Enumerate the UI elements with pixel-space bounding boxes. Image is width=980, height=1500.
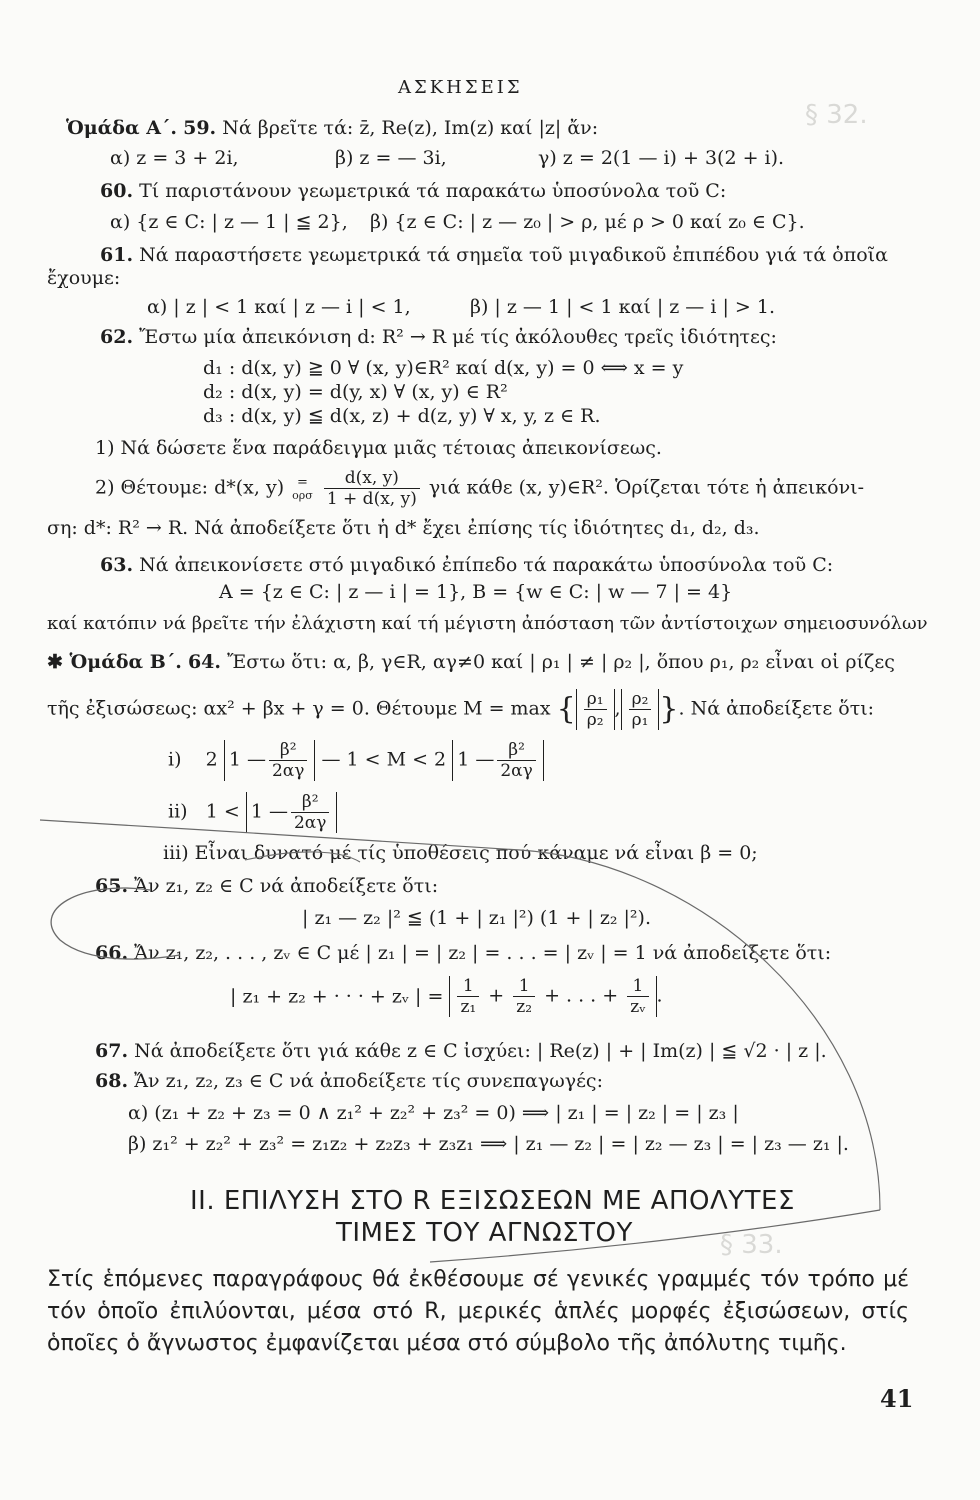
property-d2: d₂ : d(x, y) = d(y, x) ∀ (x, y) ∈ R² <box>203 381 508 403</box>
formula-lhs: | z₁ + z₂ + · · · + zᵥ | = <box>230 985 444 1008</box>
fraction-denominator: 1 + d(x, y) <box>326 489 417 509</box>
exercise-text: Νά παραστήσετε γεωμετρικά τά σημεῖα τοῦ μιγαδικοῦ ἐπιπέδου γιά τά ὁποῖα <box>139 244 888 266</box>
exercise-66 <box>95 941 831 965</box>
exercise-text-cont: καί κατόπιν νά βρεῖτε τήν ἐλάχιστη καί τή μέγιστη ἀπόσταση τῶν ἀντίστοιχων σημειοσυνόλων <box>47 613 928 634</box>
root-1: ρ₁ <box>631 710 649 730</box>
item-b: β) | z — 1 | < 1 καί | z — i | > 1. <box>470 296 775 318</box>
item-b: β) z₁² + z₂² + z₃² = z₁z₂ + z₂z₃ + z₃z₁ ⟹ | z₁ — z₂ | = | z₂ — z₃ | = | z₃ — z₁ |. <box>128 1133 849 1155</box>
root-2: ρ₂ <box>586 710 604 730</box>
fraction-numerator: 1 <box>513 976 535 997</box>
part-label: i) <box>168 748 182 771</box>
exercise-63 <box>100 553 833 577</box>
exercise-65 <box>95 874 438 898</box>
one-minus: 1 — <box>228 748 266 771</box>
inequality-left: 1 < <box>205 800 240 823</box>
item-b: β) z = — 3i, <box>335 147 447 169</box>
exercise-62 <box>100 325 777 349</box>
fraction-denominator: z₂ <box>516 997 533 1017</box>
page-title: ΑΣΚΗΣΕΙΣ <box>398 77 523 98</box>
section-heading-cont: ΤΙΜΕΣ ΤΟΥ ΑΓΝΩΣΤΟΥ <box>336 1218 633 1248</box>
fraction-numerator: 1 <box>457 976 479 997</box>
item-a: α) z = 3 + 2i, <box>110 147 239 169</box>
intro-paragraph: Στίς ἑπόμενες παραγράφους θά ἐκθέσουμε σέ γενικές γραμμές τόν τρόπο μέ τόν ὁποῖο ἐπιλύονται, μέσα στό R, μερικές ἁπλές μορφές ἐξισώσεων, στίς ὁποῖες ὁ ἄγνωστος ἐμφανίζεται μέσα στό σύμβολο τῆς ἀπόλυτης τιμῆς. <box>47 1267 909 1356</box>
exercise-number: 68. <box>95 1070 129 1092</box>
fraction-numerator: d(x, y) <box>324 468 420 489</box>
question-2-tail: γιά κάθε (x, y)∈R². Ὁρίζεται τότε ἡ ἀπεικόνι- <box>428 476 865 499</box>
two-alpha-gamma: 2αγ <box>293 813 327 833</box>
exercise-text-cont: τῆς ἐξισώσεως: αx² + βx + γ = 0. Θέτουμε M = max <box>47 697 551 720</box>
exercise-number: 61. <box>100 244 134 266</box>
exercise-number: 59. <box>183 117 217 139</box>
one-minus: 1 — <box>457 748 495 771</box>
exercise-64-line2: τῆς ἐξισώσεως: αx² + βx + γ = 0. Θέτουμε M = max { $\frac{\text{ρ₁}}{\text{ρ₂}}$ , $\frac{\text{ρ₂}}{\text{ρ₁}}$ }. Νά ἀποδείξετε ὅτι: <box>47 689 875 730</box>
exercise-61 <box>100 243 888 267</box>
exercise-number: 60. <box>100 180 134 202</box>
part-i <box>168 740 544 781</box>
exercise-64 <box>47 650 895 674</box>
exercise-text: Νά ἀποδείξετε ὅτι γιά κάθε z ∈ C ἰσχύει: | Re(z) | + | Im(z) | ≦ √2 · | z |. <box>134 1040 827 1062</box>
property-d1: d₁ : d(x, y) ≧ 0 ∀ (x, y)∈R² καί d(x, y) = 0 ⟺ x = y <box>203 357 684 379</box>
formula: | z₁ + z₂ + · · · + zᵥ | = $\frac{1}{\text{z₁}}$ + $\frac{1}{\text{z₂}}$ + . . . + $\frac{1}{\text{zᵥ}}$ . <box>230 976 663 1017</box>
one-minus: 1 — <box>250 800 288 823</box>
two-alpha-gamma: 2αγ <box>271 761 305 781</box>
exercise-60 <box>100 179 726 203</box>
group-a-label: Ὁμάδα Α΄. <box>66 117 178 139</box>
item-a: α) {z ∈ C: | z — 1 | ≦ 2}, <box>110 211 348 233</box>
root-1: ρ₁ <box>584 689 607 710</box>
exercise-text-cont: ἔχουμε: <box>47 267 121 289</box>
exercise-number: 62. <box>100 326 134 348</box>
part-ii <box>168 792 337 833</box>
beta-squared: β² <box>497 740 535 761</box>
beta-squared: β² <box>269 740 307 761</box>
formula: | z₁ — z₂ |² ≦ (1 + | z₁ |²) (1 + | z₂ |²). <box>302 907 651 929</box>
group-b-label: ✱ Ὁμάδα Β΄. <box>47 651 182 673</box>
set-definitions: A = {z ∈ C: | z — i | = 1}, B = {w ∈ C: | w — 7 | = 4} <box>219 581 733 603</box>
question-1: 1) Νά δώσετε ἕνα παράδειγμα μιᾶς τέτοιας ἀπεικονίσεως. <box>95 437 662 459</box>
fraction-denominator: z₁ <box>460 997 477 1017</box>
item-a: α) | z | < 1 καί | z — i | < 1, <box>147 296 411 318</box>
exercise-number: 64. <box>187 651 222 673</box>
item-b: β) {z ∈ C: | z — z₀ | > ρ, μέ ρ > 0 καί z₀ ∈ C}. <box>370 211 805 233</box>
question-2: 2) Θέτουμε: d*(x, y) = ορσ $\frac{d(x, y)}{1 + d(x, y)}$ γιά κάθε (x, y)∈R². Ὁρίζεται τότε ἡ ἀπεικόνι- <box>95 468 865 509</box>
exercise-67 <box>95 1039 827 1063</box>
exercise-59 <box>66 116 598 140</box>
definition-mark: ορσ <box>292 488 313 502</box>
bleed-through-text: § 33. <box>720 1230 783 1260</box>
fraction-numerator: 1 <box>627 976 648 997</box>
exercise-number: 63. <box>100 554 134 576</box>
fraction-denominator: zᵥ <box>630 997 646 1017</box>
beta-squared: β² <box>291 792 329 813</box>
exercise-number: 66. <box>95 942 129 964</box>
item-a: α) (z₁ + z₂ + z₃ = 0 ∧ z₁² + z₂² + z₃² = 0) ⟹ | z₁ | = | z₂ | = | z₃ | <box>128 1102 739 1124</box>
root-2: ρ₂ <box>629 689 652 710</box>
exercise-text: Νά ἀπεικονίσετε στό μιγαδικό ἐπίπεδο τά παρακάτω ὑποσύνολα τοῦ C: <box>139 554 834 576</box>
item-c: γ) z = 2(1 — i) + 3(2 + i). <box>538 147 785 169</box>
plus-sign: + <box>488 984 505 1007</box>
exercise-text: Ἔστω ὅτι: α, β, γ∈R, αγ≠0 καί | ρ₁ | ≠ | ρ₂ |, ὅπου ρ₁, ρ₂ εἶναι οἱ ρίζες <box>227 651 895 673</box>
exercise-text: Τί παριστάνουν γεωμετρικά τά παρακάτω ὑποσύνολα τοῦ C: <box>139 180 727 202</box>
part-iii: iii) Εἶναι δυνατό μέ τίς ὑποθέσεις πού κάναμε νά εἶναι β = 0; <box>163 842 758 864</box>
page-number: 41 <box>880 1384 914 1413</box>
inequality-middle: — 1 < M < 2 <box>321 748 447 771</box>
bleed-through-text: § 32. <box>805 100 868 130</box>
exercise-text: Ἄν z₁, z₂, . . . , zᵥ ∈ C μέ | z₁ | = | z₂ | = . . . = | zᵥ | = 1 νά ἀποδείξετε ὅτι: <box>134 942 832 964</box>
exercise-number: 67. <box>95 1040 129 1062</box>
two-alpha-gamma: 2αγ <box>500 761 533 781</box>
exercise-text: Ἄν z₁, z₂, z₃ ∈ C νά ἀποδείξετε τίς συνεπαγωγές: <box>134 1070 603 1092</box>
question-2-cont: ση: d*: R² → R. Νά ἀποδείξετε ὅτι ἡ d* ἔχει ἐπίσης τίς ἰδιότητες d₁, d₂, d₃. <box>47 517 760 539</box>
exercise-text: Ἄν z₁, z₂ ∈ C νά ἀποδείξετε ὅτι: <box>134 875 439 897</box>
section-heading: II. ΕΠΙΛΥΣΗ ΣΤΟ R ΕΞΙΣΩΣΕΩΝ ΜΕ ΑΠΟΛΥΤΕΣ <box>190 1186 795 1216</box>
ellipsis-sum: + . . . + <box>544 984 619 1007</box>
exercise-number: 65. <box>95 875 129 897</box>
exercise-text: Νά βρεῖτε τά: z̄, Re(z), Im(z) καί |z| ἄν: <box>222 117 599 139</box>
exercise-text-end: Νά ἀποδείξετε ὅτι: <box>690 697 875 720</box>
coefficient: 2 <box>205 748 218 771</box>
exercise-text: Ἔστω μία ἀπεικόνιση d: R² → R μέ τίς ἀκόλουθες τρεῖς ἰδιότητες: <box>139 326 777 348</box>
question-2-lead: 2) Θέτουμε: d*(x, y) <box>95 476 285 499</box>
property-d3: d₃ : d(x, y) ≦ d(x, z) + d(z, y) ∀ x, y, z ∈ R. <box>203 405 601 427</box>
exercise-68 <box>95 1069 603 1093</box>
part-label: ii) <box>168 800 188 823</box>
